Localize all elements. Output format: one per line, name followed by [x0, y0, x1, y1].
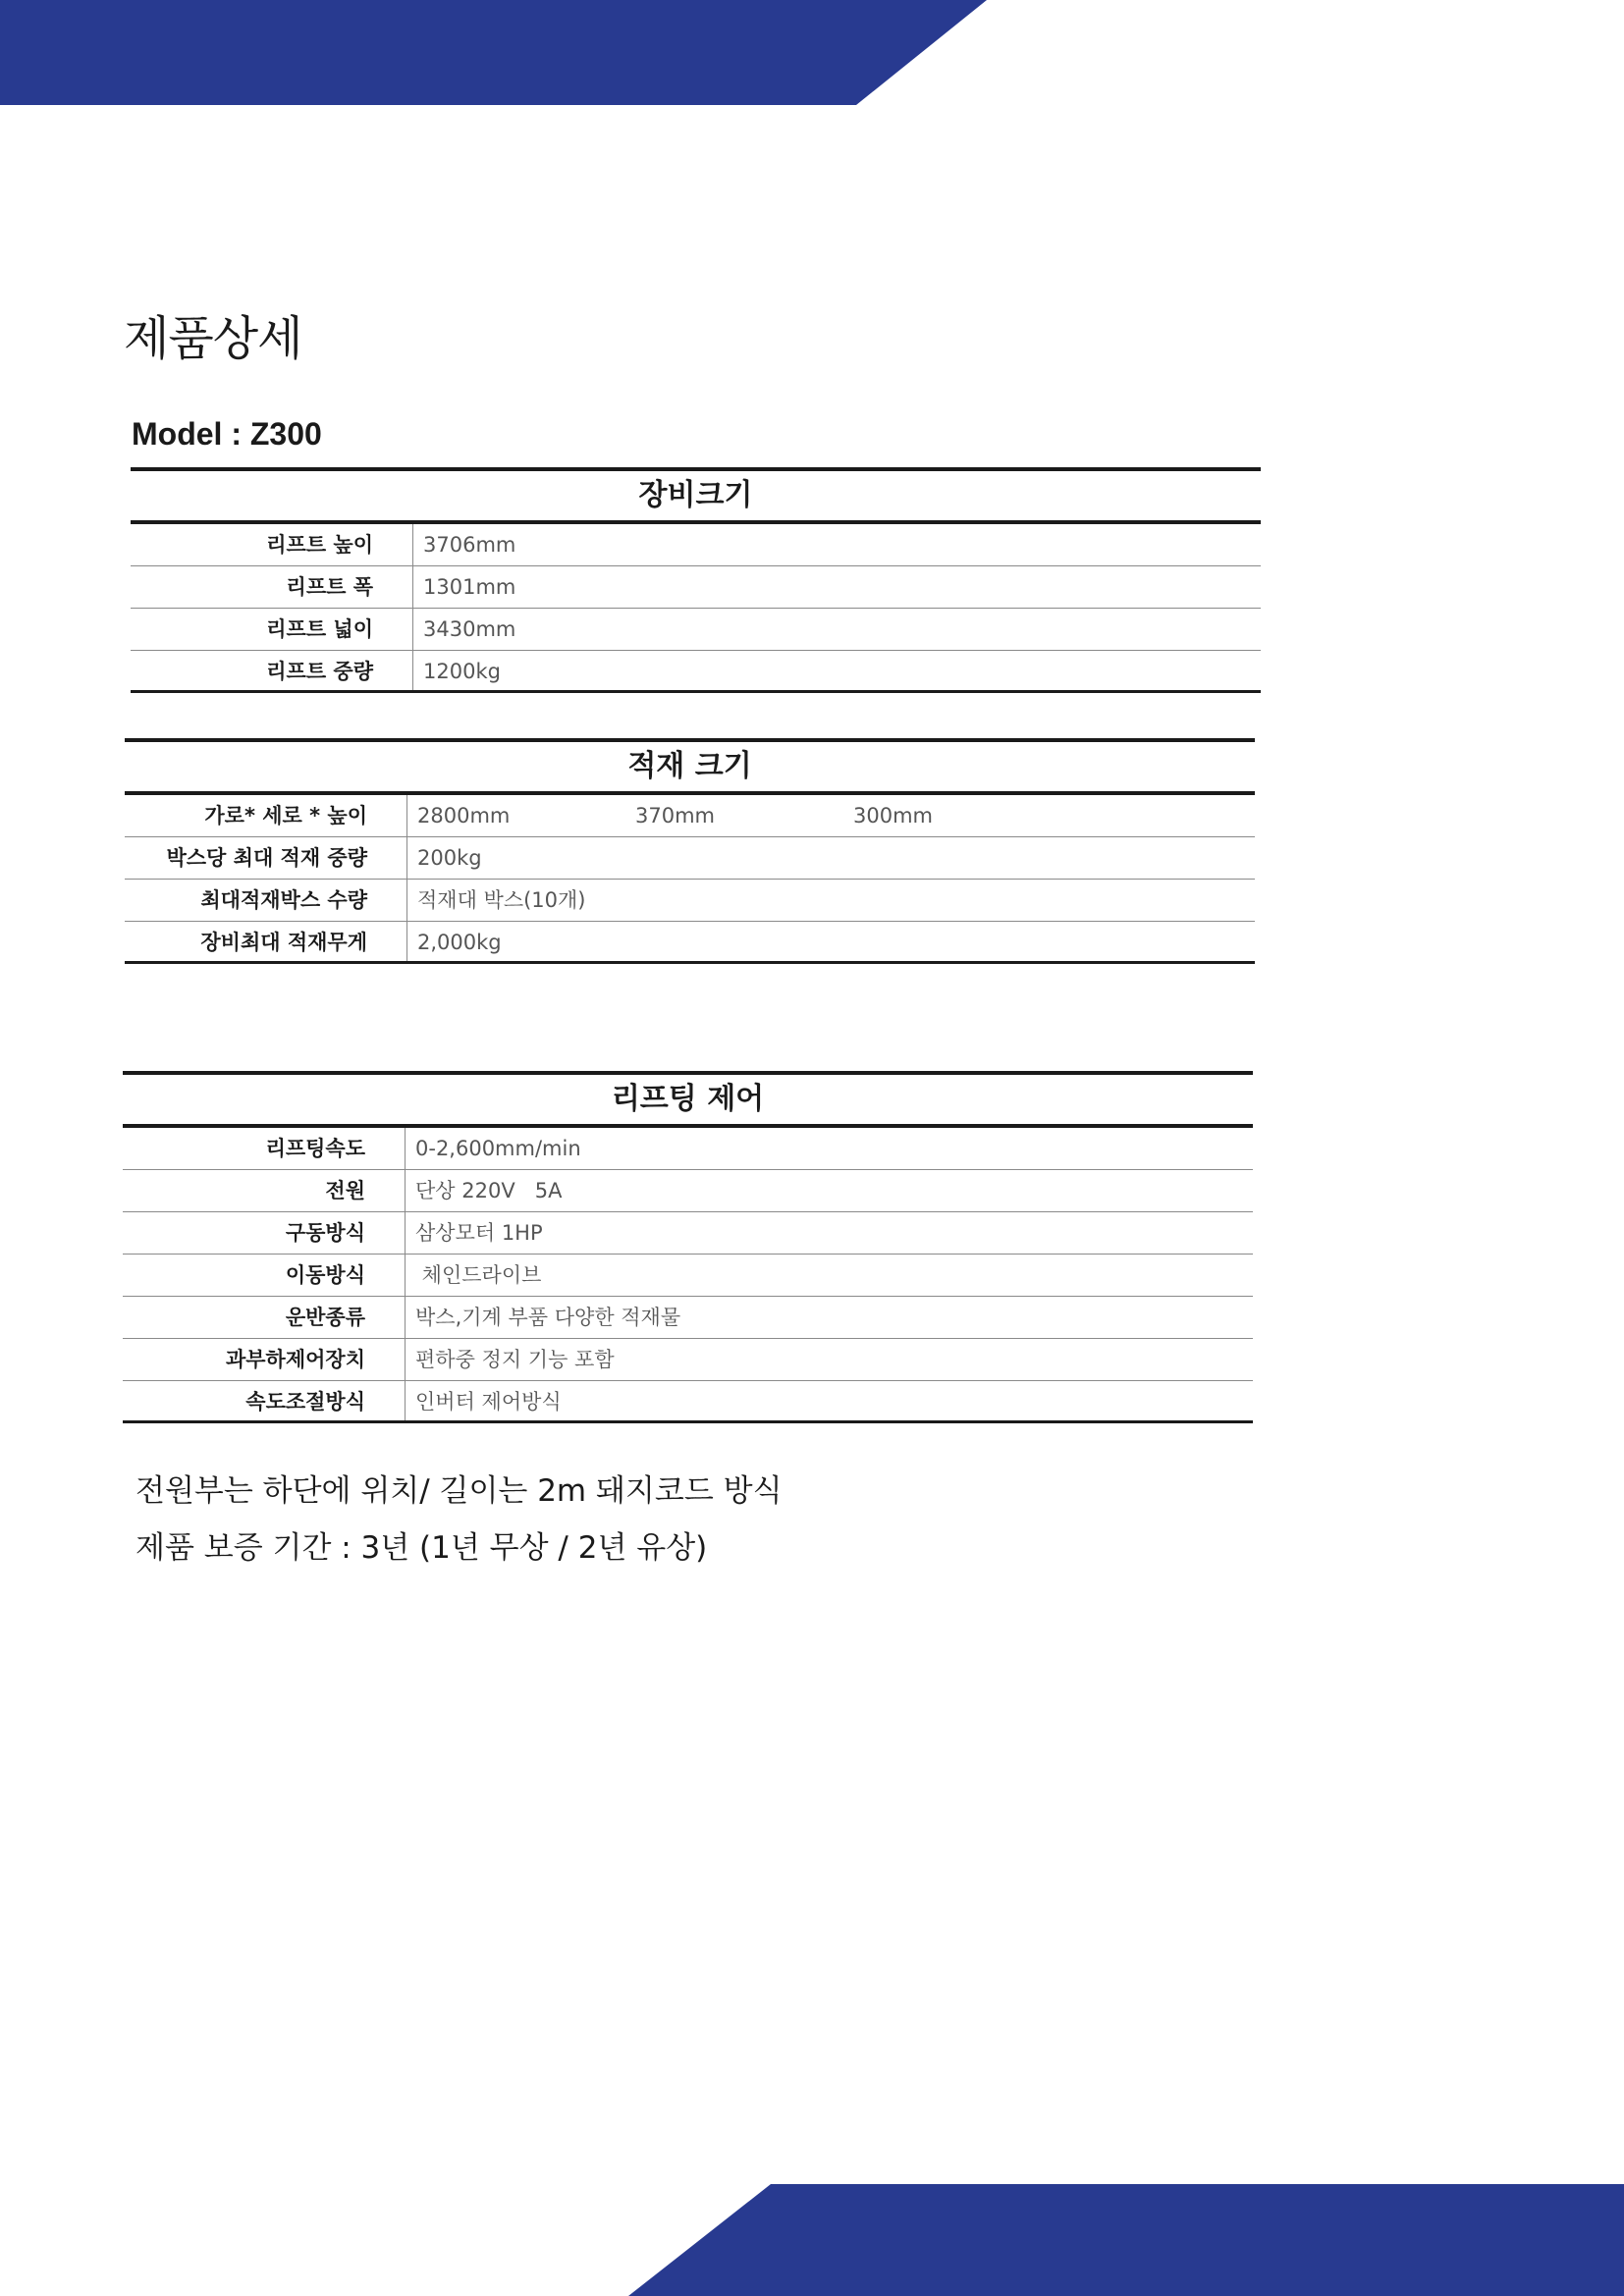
power-note: 전원부는 하단에 위치/ 길이는 2m 돼지코드 방식 — [135, 1473, 783, 1509]
spec-table-lifting-control — [123, 1071, 1253, 1423]
page-title: 제품상세 — [124, 311, 302, 366]
table-row — [123, 1255, 1253, 1297]
row-label: 리프트 넓이 — [131, 609, 413, 650]
row-value: 1301mm — [423, 575, 516, 599]
row-label: 박스당 최대 적재 중량 — [125, 837, 407, 879]
table-row — [123, 1381, 1253, 1423]
spec-table-title: 장비크기 — [131, 467, 1261, 524]
spec-table-body — [123, 1128, 1253, 1423]
row-value: 단상 220V 5A — [415, 1179, 563, 1202]
table-row — [131, 524, 1261, 566]
height-value: 300mm — [853, 804, 933, 828]
row-value: 박스,기계 부품 다양한 적재물 — [415, 1306, 681, 1329]
spec-table-body — [125, 795, 1255, 964]
row-value: 1200kg — [423, 660, 501, 683]
spec-table-title: 리프팅 제어 — [123, 1071, 1253, 1128]
table-row — [123, 1297, 1253, 1339]
row-value: 편하중 정지 기능 포함 — [415, 1348, 615, 1371]
row-value: 2,000kg — [417, 931, 502, 954]
row-value: 적재대 박스(10개) — [417, 888, 586, 912]
warranty-note: 제품 보증 기간 : 3년 (1년 무상 / 2년 유상) — [135, 1530, 708, 1566]
row-label: 이동방식 — [123, 1255, 406, 1296]
table-row — [123, 1212, 1253, 1255]
footer-band — [628, 2184, 1624, 2296]
spec-table-body — [131, 524, 1261, 693]
table-row — [125, 922, 1255, 964]
row-value: 체인드라이브 — [415, 1263, 542, 1287]
row-label: 최대적재박스 수량 — [125, 880, 407, 921]
table-row — [125, 837, 1255, 880]
table-row — [131, 609, 1261, 651]
model-label: Model : Z300 — [132, 416, 322, 452]
spec-table-equipment-size — [131, 467, 1261, 693]
table-row — [131, 651, 1261, 693]
row-label: 과부하제어장치 — [123, 1339, 406, 1380]
row-value: 3706mm — [423, 533, 516, 557]
table-row — [123, 1128, 1253, 1170]
row-label: 속도조절방식 — [123, 1381, 406, 1420]
table-row — [123, 1339, 1253, 1381]
depth-value: 370mm — [635, 804, 715, 828]
row-value: 인버터 제어방식 — [415, 1390, 562, 1414]
spec-table-title: 적재 크기 — [125, 738, 1255, 795]
row-label: 가로* 세로 * 높이 — [125, 795, 407, 836]
row-label: 운반종류 — [123, 1297, 406, 1338]
table-row — [125, 880, 1255, 922]
row-value: 200kg — [417, 846, 482, 870]
row-value: 삼상모터 1HP — [415, 1221, 543, 1245]
row-label: 장비최대 적재무게 — [125, 922, 407, 961]
table-row — [123, 1170, 1253, 1212]
row-label: 리프트 높이 — [131, 524, 413, 565]
header-band — [0, 0, 987, 105]
row-value: 3430mm — [423, 617, 516, 641]
table-row — [125, 795, 1255, 837]
row-value — [407, 795, 1255, 836]
row-value: 0-2,600mm/min — [415, 1137, 581, 1160]
table-row — [131, 566, 1261, 609]
row-label: 구동방식 — [123, 1212, 406, 1254]
row-label: 전원 — [123, 1170, 406, 1211]
row-label: 리프트 폭 — [131, 566, 413, 608]
row-label: 리프팅속도 — [123, 1128, 406, 1169]
row-label: 리프트 중량 — [131, 651, 413, 690]
spec-table-load-size — [125, 738, 1255, 964]
width-value: 2800mm — [417, 804, 511, 828]
